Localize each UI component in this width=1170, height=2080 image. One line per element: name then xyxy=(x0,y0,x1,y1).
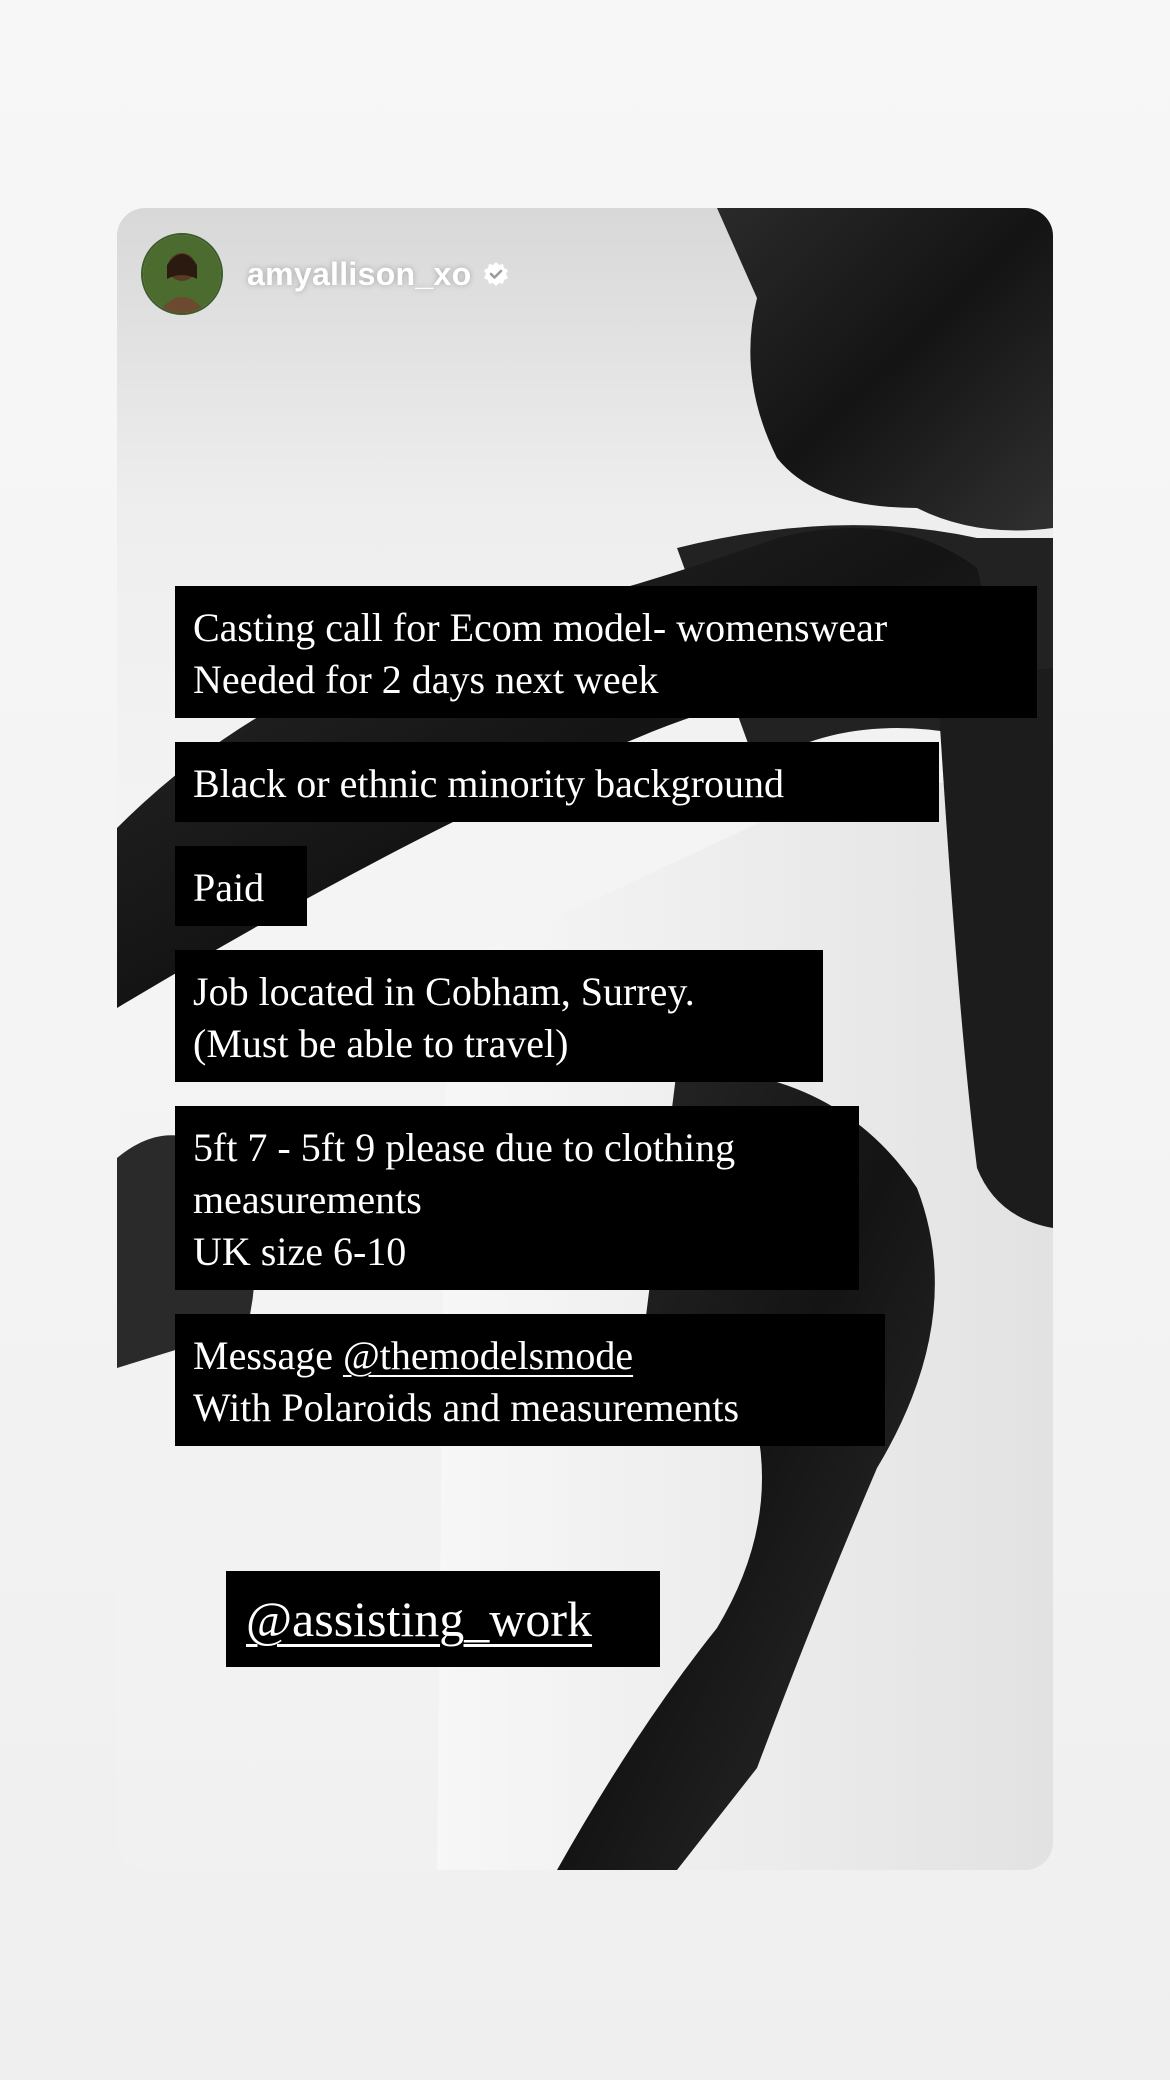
text-line: Needed for 2 days next week xyxy=(193,657,659,702)
text-box-paid xyxy=(175,846,307,926)
text-line: measurements xyxy=(193,1177,422,1222)
text-line xyxy=(193,1330,867,1382)
text-line: With Polaroids and measurements xyxy=(193,1385,740,1430)
avatar[interactable] xyxy=(141,233,223,315)
text-box-location xyxy=(175,950,823,1082)
mention-link-themodelsmode[interactable]: @themodelsmode xyxy=(342,1333,634,1378)
text-line: Black or ethnic minority background xyxy=(193,761,784,806)
story-username[interactable]: amyallison_xo xyxy=(247,255,472,292)
text-line: UK size 6-10 xyxy=(193,1229,407,1274)
story-header xyxy=(141,232,509,316)
text-line: Paid xyxy=(193,865,265,910)
text-box-requirements xyxy=(175,1106,859,1290)
avatar-photo xyxy=(143,235,221,313)
story-card[interactable] xyxy=(117,208,1053,1870)
text-box-message xyxy=(175,1314,885,1446)
verified-badge-icon xyxy=(483,261,509,287)
mention-sticker-label: @assisting_work xyxy=(246,1591,593,1647)
text-line: (Must be able to travel) xyxy=(193,1021,569,1066)
text-line: 5ft 7 - 5ft 9 please due to clothing xyxy=(193,1125,736,1170)
message-prefix: Message xyxy=(193,1333,343,1378)
mention-sticker[interactable] xyxy=(226,1571,660,1667)
text-box-casting-call xyxy=(175,586,1037,718)
text-box-background xyxy=(175,742,939,822)
text-line: Casting call for Ecom model- womenswear xyxy=(193,605,888,650)
text-line: Job located in Cobham, Surrey. xyxy=(193,969,695,1014)
